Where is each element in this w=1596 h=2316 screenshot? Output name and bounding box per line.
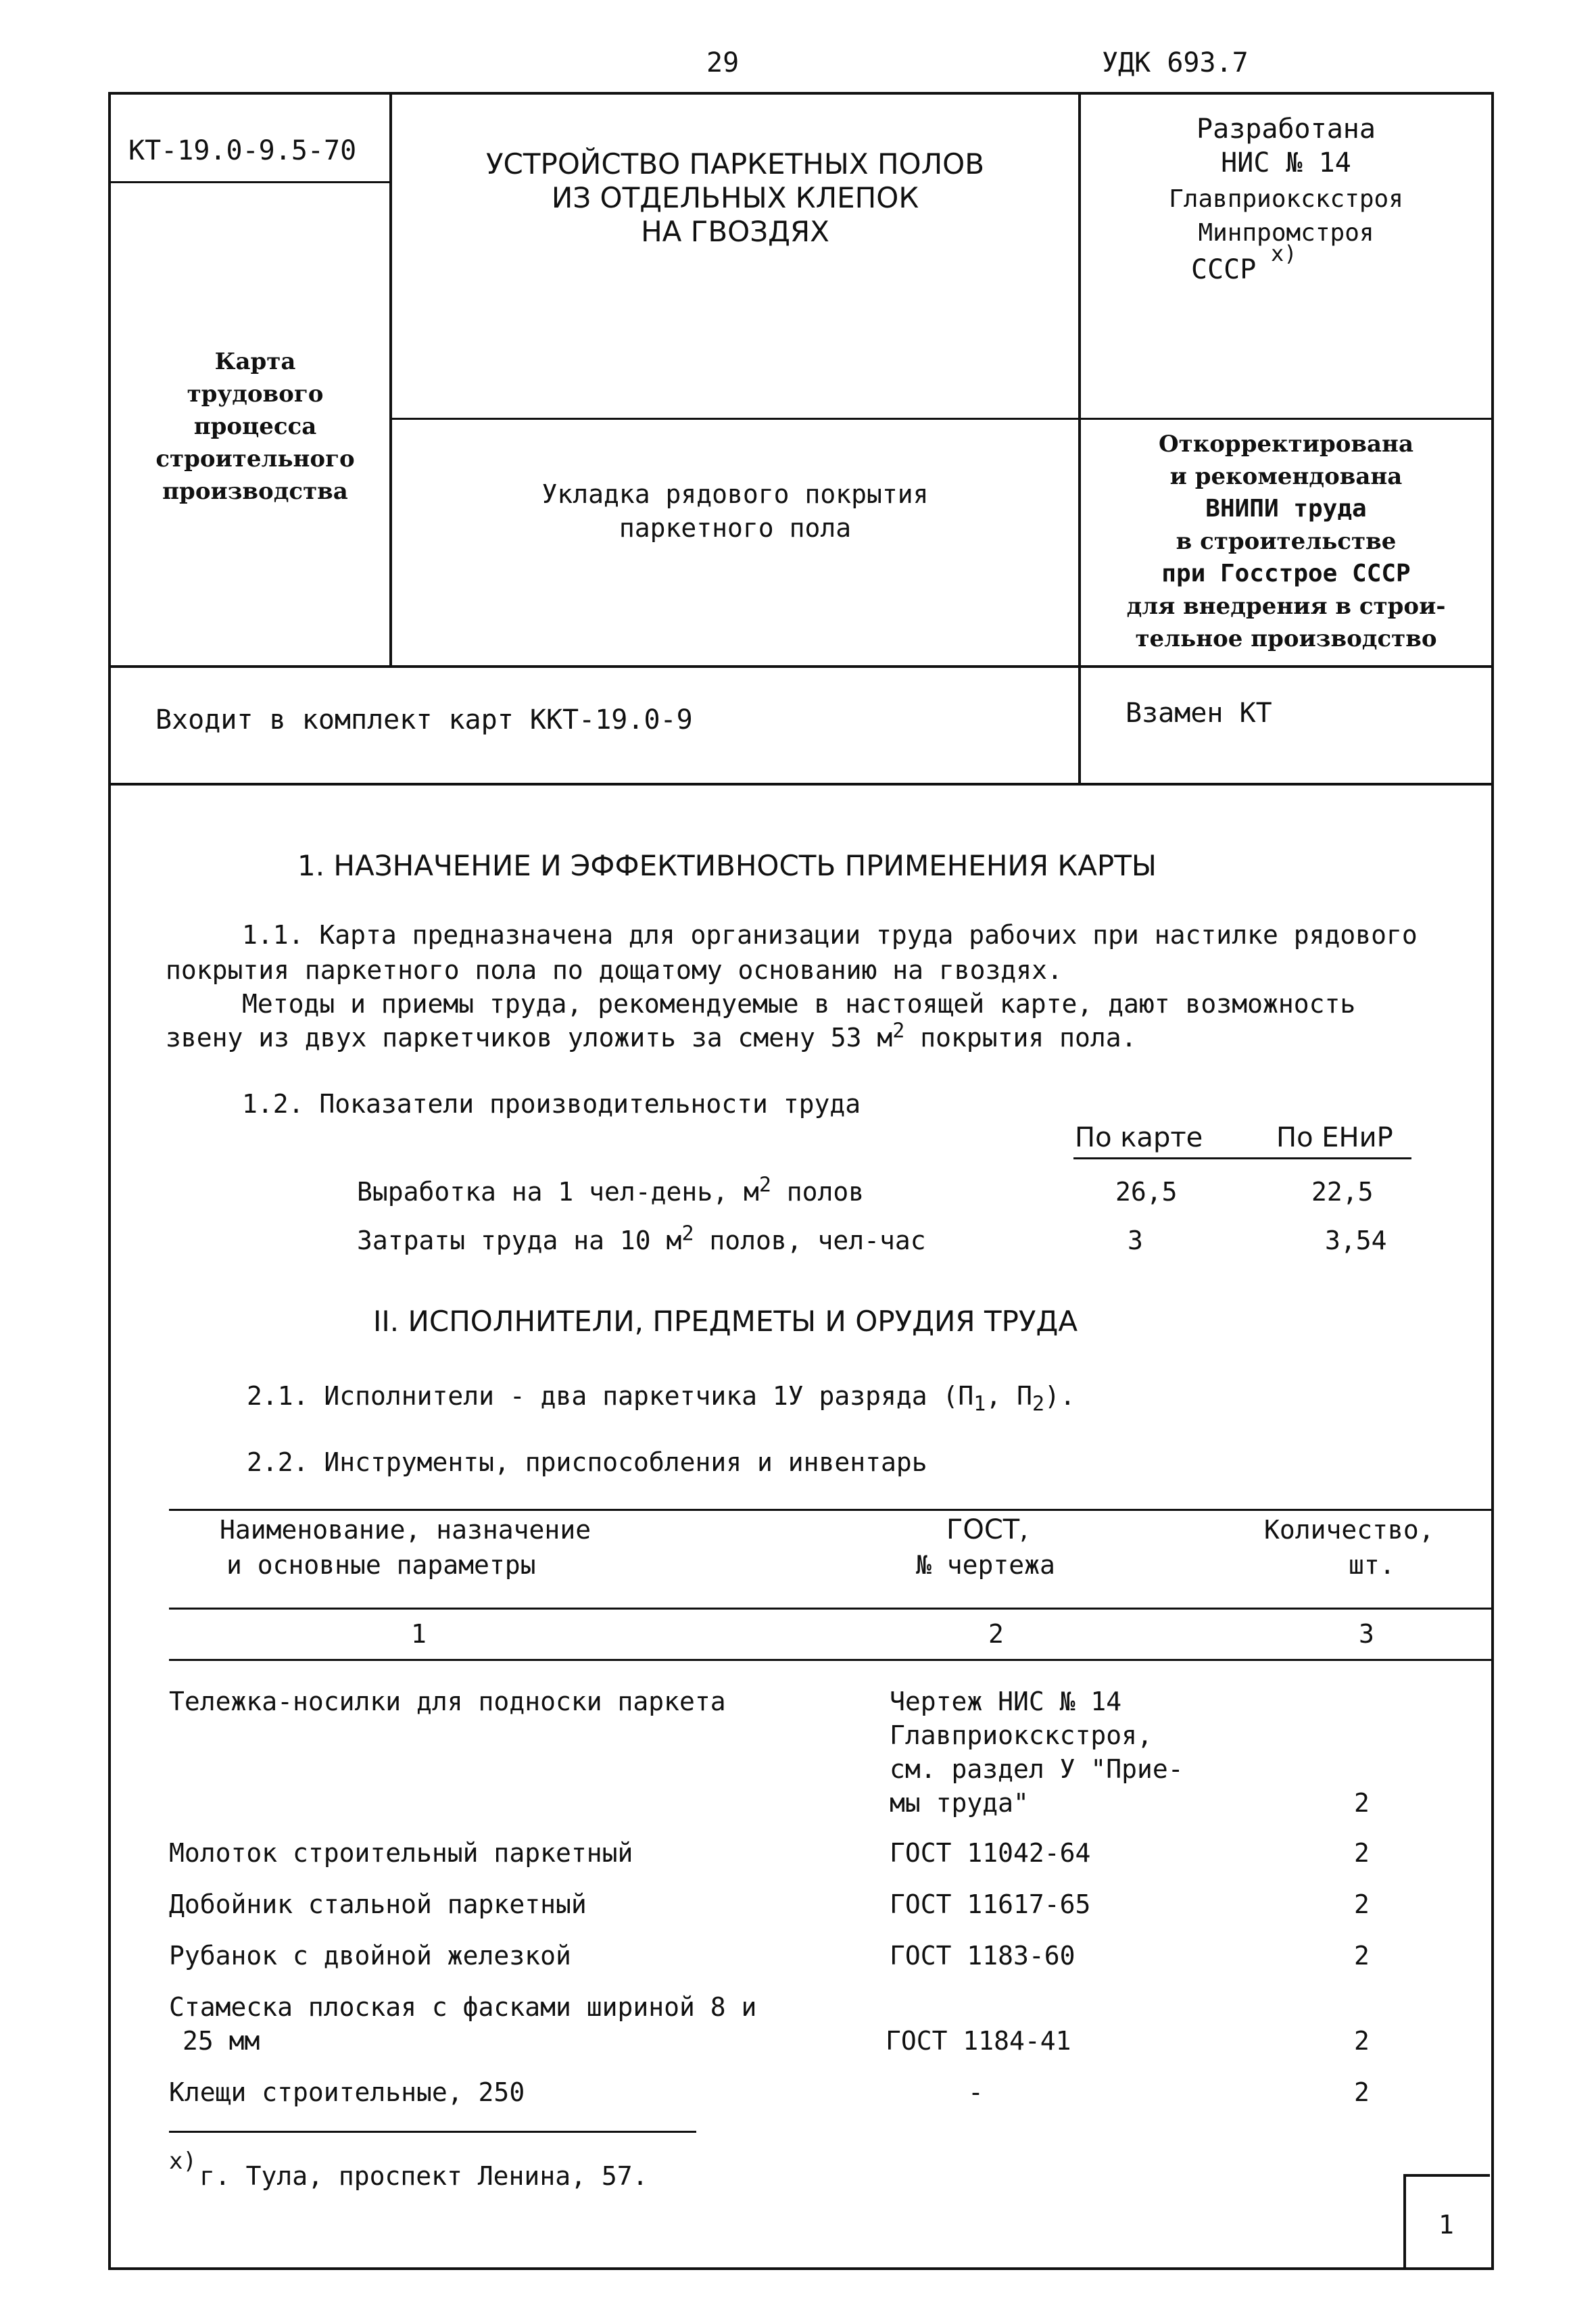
tools-row6-gost: - (968, 2077, 984, 2107)
row1-label (357, 1175, 864, 1209)
tools-row3-name: Добойник стальной паркетный (169, 1889, 587, 1919)
card-subtitle-line1: Укладка рядового покрытия (541, 479, 929, 509)
card-type-line1: Карта (214, 348, 296, 375)
section1-p1-line2: покрытия паркетного пола по дощатому основанию на гвоздях. (166, 955, 1063, 985)
replaces-label: Взамен КТ (1126, 698, 1272, 729)
corrected-line5: при Госстрое СССР (1161, 560, 1411, 587)
tools-row2-gost: ГОСТ 11042-64 (890, 1838, 1091, 1868)
card-code: КТ-19.0-9.5-70 (128, 135, 357, 166)
tools-table-top (169, 1509, 1493, 1511)
tools-row5-name-line1: Стамеска плоская с фасками шириной 8 и (169, 1992, 757, 2022)
tools-col-number-2: 2 (988, 1619, 1004, 1649)
section2-p1c: ). (1044, 1381, 1075, 1411)
grid-v2 (1078, 92, 1081, 784)
tools-row4-qty: 2 (1354, 1941, 1370, 1971)
tools-row1-gost-line3: см. раздел У "Прие- (890, 1754, 1184, 1784)
developed-footnote-mark: x) (1271, 241, 1297, 266)
section1-p1-line1: 1.1. Карта предназначена для организации труда рабочих при настилке рядового (242, 920, 1418, 950)
tools-row1-qty: 2 (1354, 1788, 1370, 1818)
tools-col-number-3: 3 (1359, 1619, 1374, 1649)
developed-line4: Минпромстроя (1198, 219, 1374, 247)
tools-row2-name: Молоток строительный паркетный (169, 1838, 633, 1868)
udk-code: УДК 693.7 (1102, 47, 1249, 78)
section2-heading: II. ИСПОЛНИТЕЛИ, ПРЕДМЕТЫ И ОРУДИЯ ТРУДА (373, 1305, 1078, 1338)
corrected-line4: в строительстве (1176, 528, 1397, 555)
section1-p2-line2a: звену из двух паркетчиков уложить за смену 53 м (166, 1023, 893, 1053)
developed-line1: Разработана (1196, 114, 1376, 145)
grid-h-mid (389, 418, 1493, 420)
tools-row1-gost-line2: Главприокскстроя, (890, 1720, 1153, 1750)
row1-by-card: 26,5 (1115, 1177, 1178, 1207)
tools-header-col1-line1: Наименование, назначение (220, 1515, 591, 1545)
developed-line3: Главприокскстроя (1169, 185, 1403, 213)
tools-header-col2-line2: № чертежа (916, 1550, 1055, 1580)
footnote-mark: x) (169, 2148, 197, 2175)
footnote-separator (169, 2131, 696, 2133)
section2-p1-sub2: 2 (1032, 1392, 1045, 1416)
col-underline (1073, 1157, 1411, 1159)
card-title-line1: УСТРОЙСТВО ПАРКЕТНЫХ ПОЛОВ (485, 147, 985, 180)
tools-header-col3-line1: Количество, (1264, 1515, 1434, 1545)
tools-row6-qty: 2 (1354, 2077, 1370, 2107)
section2-p1a: 2.1. Исполнители - два паркетчика 1У разряда (П (247, 1381, 974, 1411)
tools-row4-gost: ГОСТ 1183-60 (890, 1941, 1075, 1971)
frame-top (108, 92, 1494, 95)
section1-p2-sup: 2 (892, 1019, 905, 1043)
tools-row1-name: Тележка-носилки для подноски паркета (169, 1687, 726, 1716)
section1-p2-line1: Методы и приемы труда, рекомендуемые в настоящей карте, дают возможность (242, 989, 1356, 1019)
card-type-line2: трудового (187, 381, 324, 408)
tools-row1-gost-line4: мы труда" (890, 1788, 1029, 1818)
tools-row4-name: Рубанок с двойной железкой (169, 1941, 571, 1971)
row2-label (357, 1224, 926, 1257)
corrected-line1: Откорректирована (1159, 431, 1413, 458)
col-by-enir: По ЕНиР (1276, 1122, 1393, 1153)
tools-table-number-sep (169, 1659, 1493, 1661)
row1-label-b: полов (771, 1177, 865, 1207)
tools-row1-gost-line1: Чертеж НИС № 14 (890, 1687, 1122, 1716)
tools-row5-name-line2: 25 мм (183, 2026, 260, 2056)
section1-p3: 1.2. Показатели производительности труда (242, 1089, 861, 1119)
card-subtitle-line2: паркетного пола (619, 513, 852, 543)
grid-h-bottom (108, 783, 1494, 786)
row2-sup: 2 (681, 1222, 694, 1246)
row2-by-enir: 3,54 (1325, 1226, 1387, 1255)
card-type-line3: процесса (193, 413, 317, 440)
section1-p2-line2 (166, 1021, 1137, 1055)
tools-row3-gost: ГОСТ 11617-65 (890, 1889, 1091, 1919)
row1-sup: 2 (758, 1173, 771, 1197)
developed-line2: НИС № 14 (1221, 147, 1351, 178)
row2-by-card: 3 (1128, 1226, 1143, 1255)
card-type-line5: производства (162, 478, 348, 505)
tools-row6-name: Клещи строительные, 250 (169, 2077, 525, 2107)
developed-line5: СССР (1191, 254, 1257, 285)
corrected-line3: ВНИПИ труда (1205, 495, 1367, 523)
section1-heading: 1. НАЗНАЧЕНИЕ И ЭФФЕКТИВНОСТЬ ПРИМЕНЕНИЯ КАРТЫ (297, 849, 1157, 882)
footnote-text: г. Тула, проспект Ленина, 57. (199, 2161, 648, 2191)
card-title-line2: ИЗ ОТДЕЛЬНЫХ КЛЕПОК (551, 181, 919, 214)
sheet-number: 1 (1438, 2210, 1454, 2240)
tools-header-col2-line1: ГОСТ, (946, 1514, 1028, 1545)
tools-table-header-sep (169, 1608, 1493, 1610)
frame-left (108, 92, 111, 2270)
grid-h-code (108, 181, 391, 183)
page-number: 29 (706, 47, 740, 78)
tools-row5-gost: ГОСТ 1184-41 (886, 2026, 1071, 2056)
row2-label-a: Затраты труда на 10 м (357, 1226, 682, 1255)
row2-label-b: полов, чел-час (694, 1226, 926, 1255)
col-by-card: По карте (1075, 1122, 1203, 1153)
section2-p1b: , П (986, 1381, 1032, 1411)
section1-p2-line2b: покрытия пола. (904, 1023, 1137, 1053)
corrected-line6: для внедрения в строи- (1126, 593, 1446, 620)
row1-label-a: Выработка на 1 чел-день, м (357, 1177, 759, 1207)
tools-col-number-1: 1 (411, 1619, 427, 1649)
section2-p1-sub1: 1 (973, 1392, 986, 1416)
corrected-line2: и рекомендована (1169, 463, 1403, 490)
frame-bottom (108, 2267, 1494, 2270)
tools-row2-qty: 2 (1354, 1838, 1370, 1868)
card-title-line3: НА ГВОЗДЯХ (641, 215, 829, 248)
tools-row5-qty: 2 (1354, 2026, 1370, 2056)
grid-h-set (108, 665, 1494, 668)
tools-header-col1-line2: и основные параметры (226, 1550, 536, 1580)
section2-p1 (247, 1379, 1075, 1416)
corrected-line7: тельное производство (1135, 625, 1437, 652)
tools-header-col3-line2: шт. (1349, 1550, 1395, 1580)
row1-by-enir: 22,5 (1311, 1177, 1374, 1207)
card-type-line4: строительного (155, 445, 355, 473)
tools-row3-qty: 2 (1354, 1889, 1370, 1919)
set-label: Входит в комплект карт ККТ-19.0-9 (155, 704, 693, 735)
section2-p2: 2.2. Инструменты, приспособления и инвентарь (247, 1447, 927, 1477)
